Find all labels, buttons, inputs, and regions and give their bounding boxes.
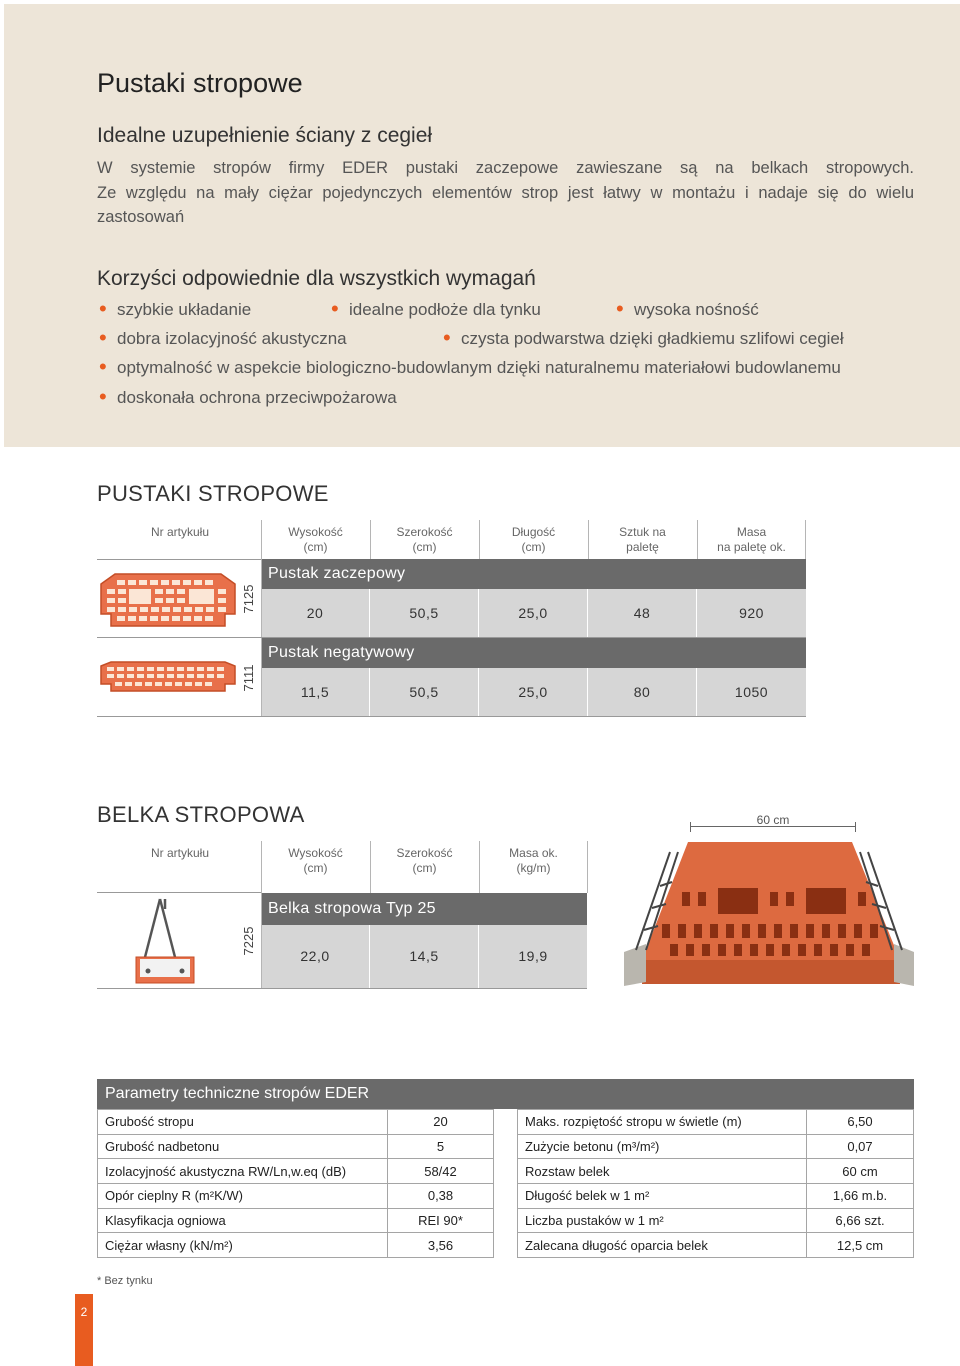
beam-cross-section-image (130, 895, 200, 987)
column-divider (805, 520, 806, 560)
param-label: Rozstaw belek (518, 1159, 807, 1184)
column-header: Nr artykułu (150, 525, 209, 539)
param-value: REI 90* (388, 1208, 494, 1233)
table-cell: 25,0 (479, 668, 588, 716)
belka-heading: BELKA STROPOWA (97, 802, 305, 827)
column-divider (370, 841, 371, 893)
ceiling-assembly-image (622, 832, 916, 992)
column-header: Wysokość (cm) (288, 525, 343, 554)
row-divider (97, 988, 587, 989)
param-label: Maks. rozpiętość stropu w świetle (m) (518, 1110, 807, 1135)
table-row (98, 1110, 494, 1135)
column-divider (697, 520, 698, 560)
param-value: 20 (388, 1110, 494, 1135)
table-row (98, 1208, 494, 1233)
intro-line: W systemie stropów firmy EDER pustaki zaczepowe zawieszane są na belkach stropowych. (97, 159, 914, 177)
table-row (98, 1134, 494, 1159)
table-row (98, 1159, 494, 1184)
column-divider (479, 520, 480, 560)
column-header: Masa ok. (kg/m) (509, 846, 558, 875)
param-value: 6,66 szt. (807, 1208, 914, 1233)
benefit-item: • idealne podłoże dla tynku (349, 300, 541, 320)
table-row (261, 925, 587, 988)
benefit-item: • wysoka nośność (634, 300, 759, 320)
row-divider (97, 716, 806, 717)
param-label: Długość belek w 1 m² (518, 1184, 807, 1209)
column-divider (261, 559, 262, 638)
article-number: 7125 (241, 584, 256, 614)
column-divider (370, 520, 371, 560)
table-row (518, 1110, 914, 1135)
param-label: Opór cieplny R (m²K/W) (98, 1184, 388, 1209)
column-header: Wysokość (cm) (288, 846, 343, 875)
table-row (261, 589, 806, 637)
param-value: 60 cm (807, 1159, 914, 1184)
intro-line: zastosowań (97, 208, 185, 226)
param-value: 3,56 (388, 1233, 494, 1258)
table-cell: 22,0 (261, 925, 370, 988)
column-divider (261, 893, 262, 989)
param-value: 12,5 cm (807, 1233, 914, 1258)
param-value: 0,07 (807, 1134, 914, 1159)
hollow-brick-negatywowy-image (97, 660, 239, 694)
benefit-item: • doskonała ochrona przeciwpożarowa (117, 388, 397, 408)
dimension-tick (855, 822, 856, 832)
table-cell: 19,9 (479, 925, 587, 988)
param-value: 0,38 (388, 1184, 494, 1209)
param-label: Zalecana długość oparcia belek (518, 1233, 807, 1258)
param-value: 5 (388, 1134, 494, 1159)
row-divider (97, 559, 261, 560)
table-row (518, 1184, 914, 1209)
column-divider (261, 520, 262, 560)
hollow-brick-zaczepowy-image (97, 570, 239, 632)
product-bar: Belka stropowa Typ 25 (261, 893, 587, 925)
intro-heading: Idealne uzupełnienie ściany z cegieł (97, 124, 433, 147)
benefit-item: • dobra izolacyjność akustyczna (117, 329, 347, 349)
parameters-table-left (97, 1109, 494, 1258)
table-row (261, 668, 806, 716)
benefit-item: • czysta podwarstwa dzięki gładkiemu szlifowi cegieł (461, 329, 844, 349)
column-header: Nr artykułu (150, 846, 209, 860)
table-row (518, 1233, 914, 1258)
column-header: Długość (cm) (511, 525, 556, 554)
column-header: Szerokość (cm) (396, 525, 453, 554)
product-bar: Pustak zaczepowy (261, 559, 806, 589)
article-number: 7225 (241, 926, 256, 956)
table-cell: 11,5 (261, 668, 370, 716)
dimension-label: 60 cm (756, 813, 790, 827)
table-row (518, 1134, 914, 1159)
table-cell: 25,0 (479, 589, 588, 637)
table-cell: 50,5 (370, 589, 479, 637)
param-label: Izolacyjność akustyczna RW/Ln,w.eq (dB) (98, 1159, 388, 1184)
param-label: Grubość stropu (98, 1110, 388, 1135)
intro-line: Ze względu na mały ciężar pojedynczych elementów strop jest łatwy w montażu i nadaje się do wielu (97, 183, 914, 202)
table-row (518, 1159, 914, 1184)
product-bar: Pustak negatywowy (261, 638, 806, 668)
table-cell: 1050 (697, 668, 806, 716)
page-title: Pustaki stropowe (97, 68, 303, 98)
column-header: Szerokość (cm) (396, 846, 453, 875)
table-cell: 920 (697, 589, 806, 637)
column-header: Sztuk na paletę (619, 525, 666, 554)
dimension-tick (690, 822, 691, 832)
pustaki-heading: PUSTAKI STROPOWE (97, 481, 329, 506)
column-header: Masa na paletę ok. (717, 525, 786, 554)
benefit-item: • optymalność w aspekcie biologiczno-budowlanym dzięki naturalnemu materiałowi budowlanemu (117, 358, 841, 378)
column-divider (261, 638, 262, 717)
parameters-table-right (517, 1109, 914, 1258)
table-cell: 48 (588, 589, 697, 637)
param-value: 1,66 m.b. (807, 1184, 914, 1209)
article-number: 7111 (241, 664, 256, 692)
table-row (98, 1184, 494, 1209)
table-cell: 20 (261, 589, 370, 637)
footnote: * Bez tynku (97, 1275, 153, 1287)
column-divider (261, 841, 262, 893)
column-divider (587, 841, 588, 893)
benefits-heading: Korzyści odpowiednie dla wszystkich wymagań (97, 267, 536, 290)
parameters-heading: Parametry techniczne stropów EDER (97, 1079, 914, 1109)
param-value: 58/42 (388, 1159, 494, 1184)
param-label: Zużycie betonu (m³/m²) (518, 1134, 807, 1159)
benefit-item: • szybkie układanie (117, 300, 251, 320)
page-number: 2 (80, 1305, 88, 1319)
column-divider (588, 520, 589, 560)
param-label: Ciężar własny (kN/m²) (98, 1233, 388, 1258)
table-row (98, 1233, 494, 1258)
param-label: Liczba pustaków w 1 m² (518, 1208, 807, 1233)
table-cell: 14,5 (370, 925, 479, 988)
table-cell: 80 (588, 668, 697, 716)
param-label: Grubość nadbetonu (98, 1134, 388, 1159)
table-cell: 50,5 (370, 668, 479, 716)
param-label: Klasyfikacja ogniowa (98, 1208, 388, 1233)
intro-text (97, 156, 914, 230)
column-divider (479, 841, 480, 893)
row-divider (97, 892, 261, 893)
table-row (518, 1208, 914, 1233)
param-value: 6,50 (807, 1110, 914, 1135)
